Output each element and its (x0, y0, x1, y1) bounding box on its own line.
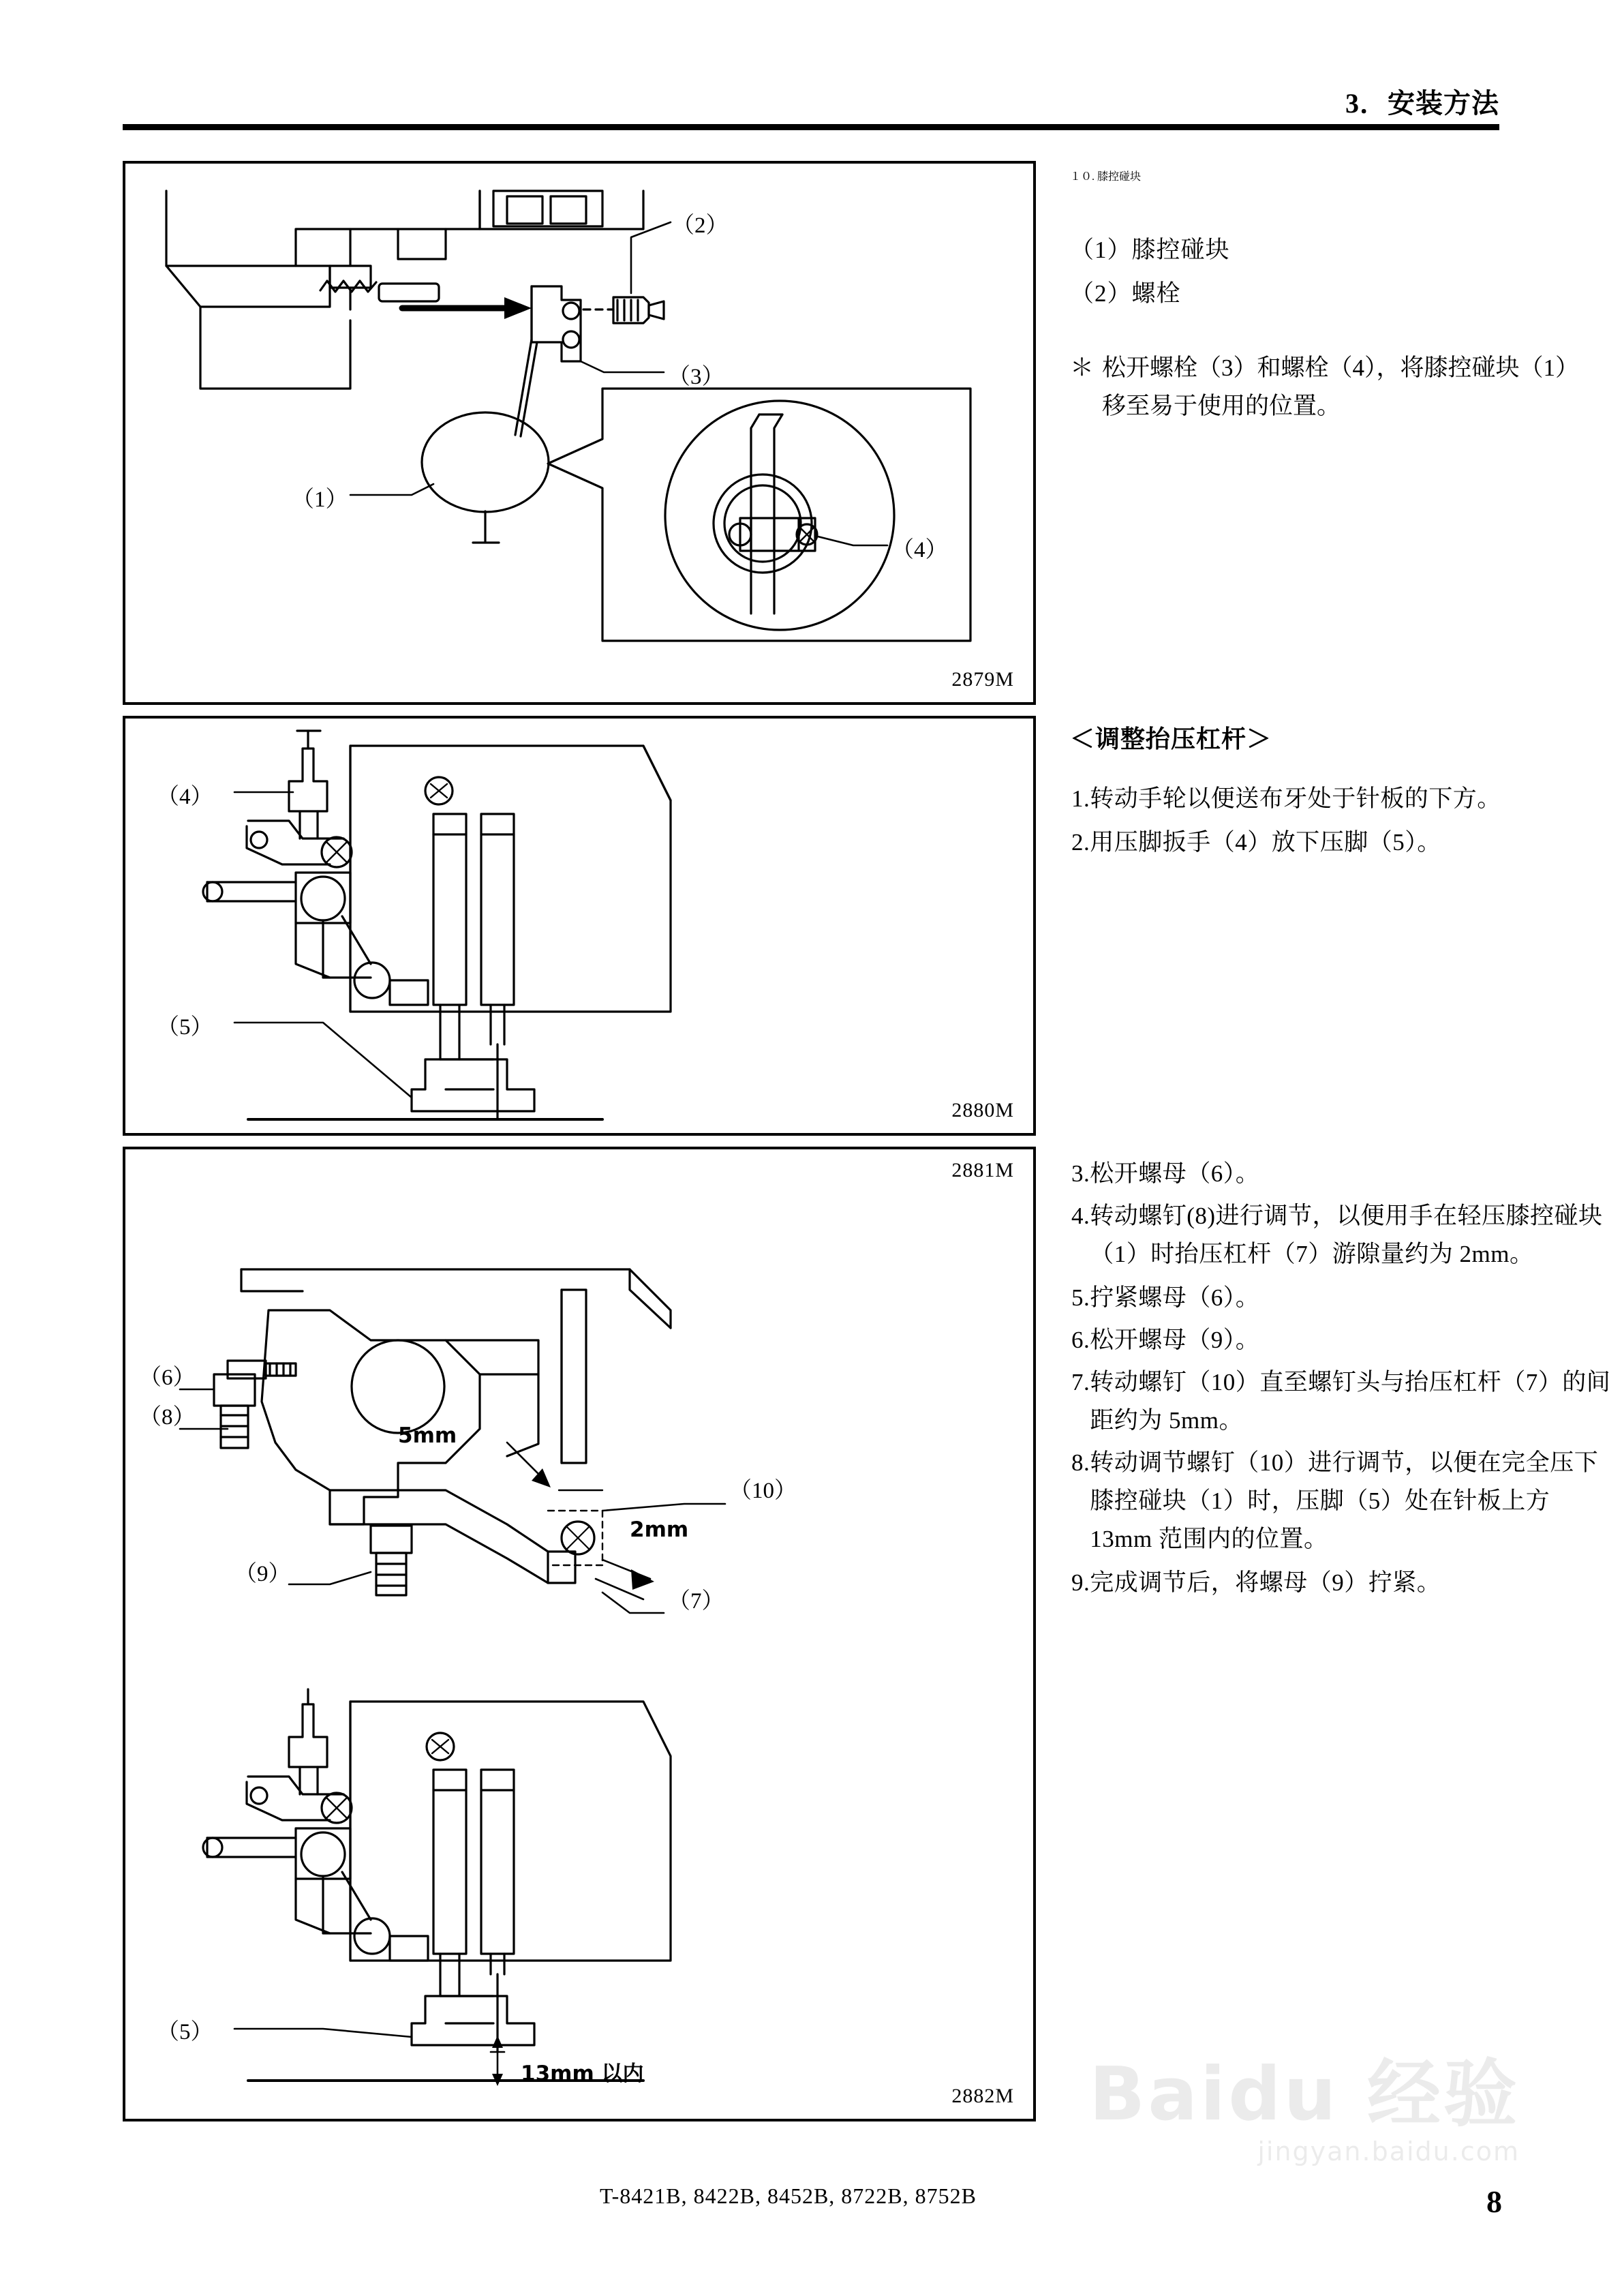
footer-page-number: 8 (1486, 2184, 1502, 2219)
lever-step-1-num: 1. (1071, 785, 1090, 812)
figure-2-drawing (125, 719, 1033, 1133)
adjust-step-9-text: 完成调节后，将螺母（9）拧紧。 (1090, 1569, 1441, 1596)
adjust-step-4-text: 转动螺钉(8)进行调节，以便用手在轻压膝控碰块（1）时抬压杠杆（7）游隙量约为 2mm。 (1090, 1203, 1603, 1267)
figure-presser-foot-lower (123, 716, 1036, 1136)
section-part-1: （1）膝控碰块 (1070, 237, 1230, 263)
section-title: １０. 膝控碰块 (1070, 171, 1142, 183)
figure-2-code: 2880M (951, 1099, 1014, 1121)
figure-lever-clearance-and-height (123, 1147, 1036, 2121)
watermark-sub: jingyan.baidu.com (1257, 2136, 1520, 2166)
note-text: 松开螺栓（3）和螺栓（4），将膝控碰块（1）移至易于使用的位置。 (1102, 354, 1580, 419)
adjust-step-6-text: 松开螺母（9）。 (1090, 1327, 1260, 1353)
figure-1-code: 2879M (951, 668, 1014, 691)
figure-3-dimension-2mm: 2mm (630, 1517, 689, 1542)
lever-step-1-text: 转动手轮以便送布牙处于针板的下方。 (1090, 785, 1501, 812)
adjust-step-9-num: 9. (1071, 1569, 1090, 1596)
header-divider (123, 124, 1499, 130)
adjust-step-5-num: 5. (1071, 1284, 1090, 1311)
adjust-step-5 (1071, 1279, 1610, 1317)
lever-step-2-text: 用压脚扳手（4）放下压脚（5）。 (1090, 829, 1441, 856)
adjust-step-8-text: 转动调节螺钉（10）进行调节，以便在完全压下膝控碰块（1）时，压脚（5）处在针板上方 13mm 范围内的位置。 (1090, 1449, 1599, 1552)
page-header-chapter: 3．安装方法 (1345, 88, 1499, 119)
adjust-step-5-text: 拧紧螺母（6）。 (1090, 1284, 1260, 1311)
figure-3-callout-6: （6） (139, 1365, 196, 1390)
adjust-step-3-num: 3. (1071, 1160, 1090, 1187)
adjust-step-8-num: 8. (1071, 1449, 1090, 1476)
figure-4-code: 2882M (951, 2085, 1014, 2107)
figure-2-callout-4: （4） (157, 785, 213, 809)
figure-knee-lifter-plate (123, 161, 1036, 705)
adjust-step-4-num: 4. (1071, 1203, 1090, 1229)
figure-1-callout-3: （3） (668, 365, 724, 389)
figure-1-drawing (125, 164, 1033, 702)
note-marker: ＊ (1070, 354, 1095, 381)
section-part-2: （2）螺栓 (1070, 280, 1181, 307)
footer-models: T-8421B, 8422B, 8452B, 8722B, 8752B (600, 2184, 977, 2208)
section-note (1070, 349, 1602, 425)
lever-step-2-num: 2. (1071, 829, 1090, 856)
figure-1-callout-1: （1） (292, 487, 348, 512)
adjust-step-3 (1071, 1155, 1610, 1193)
figure-4-drawing (125, 1688, 1033, 2111)
adjust-step-7 (1071, 1363, 1617, 1440)
figure-3-drawing (125, 1170, 1033, 1674)
adjust-step-4 (1071, 1197, 1617, 1273)
adjust-step-7-num: 7. (1071, 1369, 1090, 1395)
figure-3-callout-10: （10） (729, 1479, 797, 1503)
watermark (1088, 2052, 1520, 2166)
adjust-step-9 (1071, 1564, 1610, 1602)
figure-1-callout-2: （2） (672, 213, 729, 238)
figure-3-callout-9: （9） (234, 1562, 291, 1586)
adjust-step-8 (1071, 1444, 1617, 1558)
lever-section-title: ＜调整抬压杠杆＞ (1070, 725, 1272, 753)
figure-3-callout-8: （8） (139, 1405, 196, 1430)
figure-3-code: 2881M (951, 1159, 1014, 1181)
figure-2-callout-5: （5） (157, 1015, 213, 1040)
adjust-step-7-text: 转动螺钉（10）直至螺钉头与抬压杠杆（7）的间距约为 5mm。 (1090, 1369, 1611, 1434)
adjust-step-6 (1071, 1321, 1610, 1359)
adjust-step-6-num: 6. (1071, 1327, 1090, 1353)
lever-step-2 (1071, 824, 1603, 862)
figure-4-callout-5: （5） (157, 2020, 213, 2044)
figure-1-callout-4: （4） (891, 538, 948, 562)
figure-4-dimension-13mm: 13mm 以内 (521, 2061, 644, 2086)
figure-3-callout-7: （7） (668, 1589, 724, 1614)
watermark-main: Baidu 经验 (1088, 2052, 1520, 2137)
figure-3-dimension-5mm: 5mm (398, 1423, 457, 1448)
adjust-step-3-text: 松开螺母（6）。 (1090, 1160, 1260, 1187)
lever-step-1 (1071, 780, 1603, 818)
